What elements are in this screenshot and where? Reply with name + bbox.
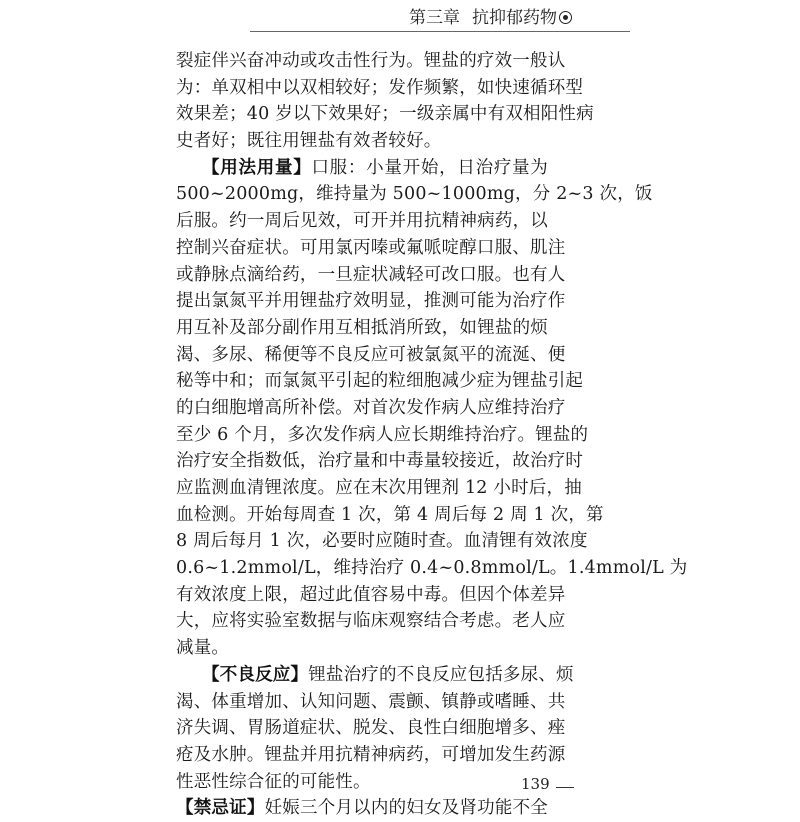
text-line bbox=[176, 528, 588, 555]
section-heading: 【禁忌证】 bbox=[176, 798, 265, 819]
line-text: 用互补及部分副作用互相抵消所致，如锂盐的烦 bbox=[176, 317, 548, 338]
text-line bbox=[176, 368, 584, 395]
header-rule bbox=[250, 31, 630, 32]
line-text: 渴、体重增加、认知问题、震颤、镇静或嗜睡、共 bbox=[176, 691, 566, 712]
line-text: 控制兴奋症状。可用氯丙嗪或氟哌啶醇口服、肌注 bbox=[176, 237, 566, 258]
text-line bbox=[176, 582, 566, 609]
text-line bbox=[176, 422, 589, 449]
text-line bbox=[176, 448, 584, 475]
text-line bbox=[176, 342, 566, 369]
line-text: 提出氯氮平并用锂盐疗效明显，推测可能为治疗作 bbox=[176, 291, 566, 312]
text-line bbox=[176, 101, 594, 128]
text-line bbox=[176, 475, 582, 502]
line-text: 妊娠三个月以内的妇女及肾功能不全 bbox=[264, 798, 548, 819]
footer-rule bbox=[556, 787, 574, 788]
text-line bbox=[176, 288, 566, 315]
text-line bbox=[176, 502, 604, 529]
line-text: 济失调、胃肠道症状、脱发、良性白细胞增多、痤 bbox=[176, 718, 566, 739]
line-text: 0.6~1.2mmol/L，维持治疗 0.4~0.8mmol/L。1.4mmol/L 为 bbox=[176, 558, 688, 579]
text-line bbox=[176, 48, 566, 75]
text-line bbox=[176, 181, 653, 208]
line-text: 效果差；40 岁以下效果好；一级亲属中有双相阳性病 bbox=[176, 104, 594, 125]
line-text: 8 周后每月 1 次，必要时应随时查。血清锂有效浓度 bbox=[176, 531, 588, 552]
header-text bbox=[405, 3, 576, 28]
text-line bbox=[176, 715, 566, 742]
text-line bbox=[176, 555, 688, 582]
circle-dot-icon bbox=[559, 11, 572, 24]
line-text: 或静脉点滴给药，一旦症状减轻可改口服。也有人 bbox=[176, 264, 566, 285]
chapter-title: 抗抑郁药物 bbox=[472, 8, 557, 28]
text-line bbox=[176, 395, 566, 422]
text-line bbox=[176, 689, 566, 716]
chapter-number: 第三章 bbox=[409, 8, 460, 28]
line-text: 疮及水肿。锂盐并用抗精神病药，可增加发生药源 bbox=[176, 744, 566, 765]
page-footer bbox=[0, 775, 800, 799]
section-heading: 【用法用量】 bbox=[202, 157, 312, 178]
line-text: 至少 6 个月，多次发作病人应长期维持治疗。锂盐的 bbox=[176, 424, 589, 445]
text-line bbox=[176, 742, 566, 769]
line-text: 为：单双相中以双相较好；发作频繁，如快速循环型 bbox=[176, 77, 584, 98]
line-text: 口服：小量开始，日治疗量为 bbox=[311, 157, 548, 178]
page-number: 139 bbox=[521, 775, 550, 793]
text-line bbox=[176, 635, 548, 662]
text-line bbox=[176, 235, 566, 262]
line-text: 裂症伴兴奋冲动或攻击性行为。锂盐的疗效一般认 bbox=[176, 51, 566, 71]
line-text: 性恶性综合征的可能性。 bbox=[176, 771, 371, 792]
line-text: 秘等中和；而氯氮平引起的粒细胞减少症为锂盐引起 bbox=[176, 371, 584, 392]
text-line bbox=[176, 795, 548, 822]
line-text: 后服。约一周后见效，可开并用抗精神病药，以 bbox=[176, 211, 548, 232]
line-text: 500~2000mg，维持量为 500~1000mg，分 2~3 次，饭 bbox=[176, 184, 653, 205]
body-text bbox=[176, 48, 688, 822]
text-line bbox=[176, 662, 574, 689]
text-line bbox=[176, 75, 584, 102]
text-line bbox=[176, 608, 566, 635]
line-text: 大，应将实验室数据与临床观察结合考虑。老人应 bbox=[176, 611, 566, 632]
text-line bbox=[176, 128, 548, 155]
running-header bbox=[0, 0, 800, 36]
text-line bbox=[176, 262, 566, 289]
line-text: 渴、多尿、稀便等不良反应可被氯氮平的流涎、便 bbox=[176, 344, 566, 365]
line-text: 史者好；既往用锂盐有效者较好。 bbox=[176, 131, 442, 152]
text-line bbox=[176, 315, 548, 342]
line-text: 应监测血清锂浓度。应在末次用锂剂 12 小时后，抽 bbox=[176, 478, 582, 498]
line-text: 血检测。开始每周查 1 次，第 4 周后每 2 周 1 次，第 bbox=[176, 504, 604, 525]
line-text: 锂盐治疗的不良反应包括多尿、烦 bbox=[308, 664, 574, 685]
line-text: 有效浓度上限，超过此值容易中毒。但因个体差异 bbox=[176, 584, 566, 605]
line-text: 治疗安全指数低，治疗量和中毒量较接近，故治疗时 bbox=[176, 451, 584, 472]
text-line bbox=[176, 155, 548, 182]
line-text: 减量。 bbox=[176, 638, 230, 659]
section-heading: 【不良反应】 bbox=[202, 664, 309, 685]
text-line bbox=[176, 208, 548, 235]
line-text: 的白细胞增高所补偿。对首次发作病人应维持治疗 bbox=[176, 397, 566, 418]
